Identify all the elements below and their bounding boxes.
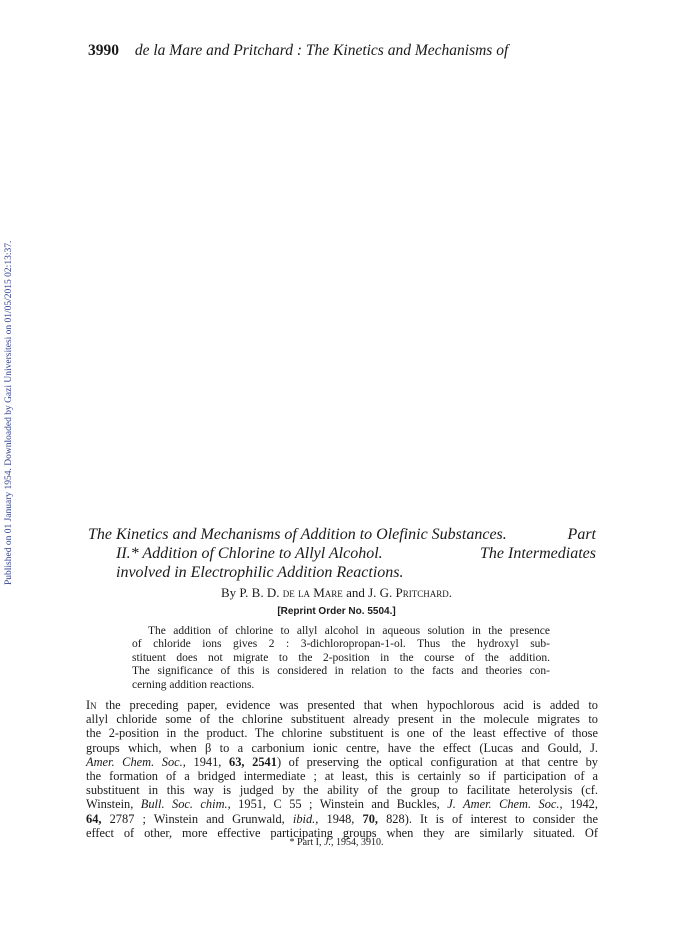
reprint-order: [Reprint Order No. 5504.] — [277, 606, 396, 617]
running-header — [88, 42, 508, 60]
citation-volume: 63, — [229, 754, 245, 769]
title-line-1-part: Part — [567, 526, 596, 543]
title-line-2-end: The Intermediates — [480, 545, 596, 562]
title-line-1 — [88, 525, 596, 544]
body-line: allyl chloride some of the chlorine substituent already present in the molecule migrates to — [86, 712, 598, 727]
dropcap-word: In — [86, 698, 97, 712]
title-line-2 — [88, 544, 596, 563]
article-title — [88, 525, 596, 582]
body-paragraph — [86, 698, 598, 840]
abstract-line: of chloride ions gives 2 : 3-dichloropropan-1-ol. Thus the hydroxyl sub- — [132, 638, 550, 651]
author-2-initials: J. G. — [368, 585, 393, 600]
body-line-text: 2787 ; Winstein and Grunwald, — [109, 811, 285, 826]
author-and: and — [346, 585, 365, 600]
body-line: the 2-position in the product. The chlorine substituent is one of the least effective of those — [86, 726, 598, 741]
title-line-1-text: The Kinetics and Mechanisms of Addition to Olefinic Substances. — [88, 526, 507, 543]
citation-year: 1942, — [570, 797, 598, 812]
abstract-line: cerning addition reactions. — [132, 678, 255, 691]
citation-journal: Bull. Soc. chim., — [140, 797, 231, 812]
body-line: effect of other, more effective participating groups when they are similarly situated. Of — [86, 825, 598, 840]
citation-journal: ibid., — [292, 811, 319, 826]
download-stamp — [4, 185, 20, 585]
citation-volume: 64, — [86, 811, 102, 826]
author-2-surname: Pritchard. — [395, 585, 453, 600]
footnote-journal: J., — [324, 837, 334, 848]
body-line-text: ) of preserving the optical configuration at that centre by — [276, 754, 598, 769]
body-line-text: Winstein, — [86, 797, 134, 812]
abstract-line: The addition of chlorine to allyl alcohol in aqueous solution in the presence — [148, 625, 550, 637]
body-line: substituent in this way is judged by the ability of the group to facilitate heterolysis (cf. — [86, 783, 598, 798]
author-by: By — [220, 585, 237, 600]
body-line-text: the preceding paper, evidence was presented that when hypochlorous acid is added to — [105, 698, 598, 712]
body-line — [86, 812, 598, 826]
body-line — [86, 755, 598, 769]
abstract-line: stituent does not migrate to the 2-position in the course of the addition. — [132, 651, 550, 664]
author-1-initials: P. B. D. — [239, 585, 280, 600]
body-line: the formation of a bridged intermediate ; at least, this is certainly so if participation of a — [86, 769, 598, 784]
body-line-text: 1951, C 55 ; Winstein and Buckles, — [238, 797, 440, 812]
title-line-3: involved in Electrophilic Addition Reactions. — [116, 564, 404, 581]
body-line — [86, 698, 598, 712]
abstract-line: The significance of this is considered in relation to the facts and theories con- — [132, 665, 550, 678]
body-line: groups which, when β to a carbonium ionic centre, have the effect (Lucas and Gould, J. — [86, 740, 598, 755]
citation-page: 2541 — [252, 754, 277, 769]
page-number: 3990 — [88, 42, 119, 59]
footnote — [0, 837, 673, 848]
running-title: de la Mare and Pritchard : The Kinetics and Mechanisms of — [134, 42, 509, 59]
citation-year: 1948, — [326, 811, 355, 826]
title-line-2-text: II.* Addition of Chlorine to Allyl Alcohol. — [116, 545, 383, 562]
body-line-text: 828). It is of interest to consider the — [386, 811, 598, 826]
footnote-citation: 1954, 3910. — [335, 837, 384, 848]
citation-journal: J. Amer. Chem. Soc., — [447, 797, 563, 812]
download-stamp-text: Published on 01 January 1954. Downloaded by Gazi Universitesi on 01/05/2015 02:13:37. — [4, 240, 14, 585]
citation-volume: 70, — [362, 811, 378, 826]
abstract — [132, 625, 550, 692]
body-line — [86, 797, 598, 811]
footnote-text: * Part I, — [289, 837, 322, 848]
citation-journal: Amer. Chem. Soc., — [86, 754, 186, 769]
citation-year: 1941, — [193, 754, 222, 769]
author-line — [0, 585, 673, 601]
author-1-surname: de la Mare — [282, 585, 343, 600]
